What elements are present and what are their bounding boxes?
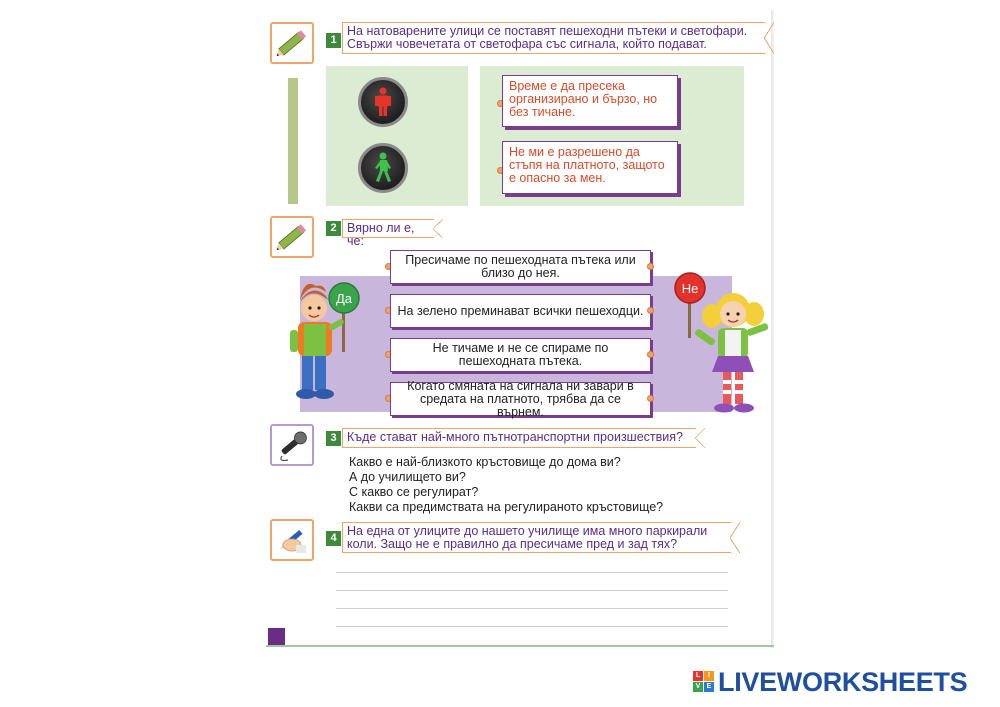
girl-illustration bbox=[668, 268, 776, 418]
stmt-4-no-connector[interactable] bbox=[647, 395, 654, 402]
green-pedestrian-light[interactable] bbox=[358, 143, 408, 193]
no-sign-text: Не bbox=[681, 281, 699, 296]
task1-number: 1 bbox=[326, 33, 341, 48]
page-corner-marker bbox=[268, 628, 285, 645]
boy-illustration bbox=[282, 272, 372, 412]
task3-question-1: Какво е най-близкото кръстовище до дома ви? bbox=[349, 455, 621, 469]
red-pedestrian-icon bbox=[361, 80, 405, 124]
liveworksheets-logo bbox=[693, 667, 967, 697]
logo-text: LIVEWORKSHEETS bbox=[718, 666, 968, 697]
task3-prompt: Къде стават най-много пътнотранспортни произшествия? bbox=[342, 428, 696, 448]
task3-questions bbox=[349, 455, 663, 515]
red-pedestrian-light[interactable] bbox=[358, 77, 408, 127]
pencil-icon bbox=[270, 216, 314, 258]
microphone-icon bbox=[270, 424, 314, 466]
writing-hand-icon bbox=[270, 519, 314, 561]
task2-number: 2 bbox=[326, 221, 341, 236]
answer-line-2[interactable] bbox=[336, 590, 728, 591]
signal-option-2[interactable]: Не ми е разрешено да стъпя на платното, защото е опасно за мен. bbox=[502, 141, 678, 194]
stmt-3-no-connector[interactable] bbox=[647, 351, 654, 358]
statement-2[interactable]: На зелено преминават всички пешеходци. bbox=[390, 294, 651, 328]
pencil-icon bbox=[270, 22, 314, 64]
answer-line-3[interactable] bbox=[336, 608, 728, 609]
logo-cubes-icon: L I V E bbox=[693, 671, 715, 693]
task3-question-2: А до училището ви? bbox=[349, 470, 466, 484]
task2-prompt: Вярно ли е, че: bbox=[342, 219, 434, 238]
stmt-2-no-connector[interactable] bbox=[647, 307, 654, 314]
decor-bar bbox=[288, 78, 298, 204]
yes-sign-text: Да bbox=[335, 291, 353, 306]
answer-line-1[interactable] bbox=[336, 572, 728, 573]
green-pedestrian-icon bbox=[361, 146, 405, 190]
task3-question-3: С какво се регулират? bbox=[349, 485, 479, 499]
answer-line-4[interactable] bbox=[336, 626, 728, 627]
task4-prompt: На една от улиците до нашето училище има много паркирали коли. Защо не е правилно да пресичаме пред и зад тях? bbox=[342, 522, 731, 553]
statement-4[interactable]: Когато смяната на сигнала ни завари в средата на платното, трябва да се върнем. bbox=[390, 382, 651, 416]
statement-1[interactable]: Пресичаме по пешеходната пътека или близо до нея. bbox=[390, 250, 651, 284]
task3-question-4: Какви са предимствата на регулираното кръстовище? bbox=[349, 500, 664, 514]
task4-number: 4 bbox=[326, 531, 341, 546]
statement-3[interactable]: Не тичаме и не се спираме по пешеходната пътека. bbox=[390, 338, 651, 372]
task3-number: 3 bbox=[326, 431, 341, 446]
stmt-1-no-connector[interactable] bbox=[647, 263, 654, 270]
task1-prompt: На натоварените улици се поставят пешеходни пътеки и светофари. Свържи човечетата от светофара със сигнала, който подават. bbox=[342, 22, 765, 54]
page-bottom-border bbox=[266, 645, 774, 647]
signal-option-1[interactable]: Време е да пресека организирано и бързо, но без тичане. bbox=[502, 75, 678, 127]
